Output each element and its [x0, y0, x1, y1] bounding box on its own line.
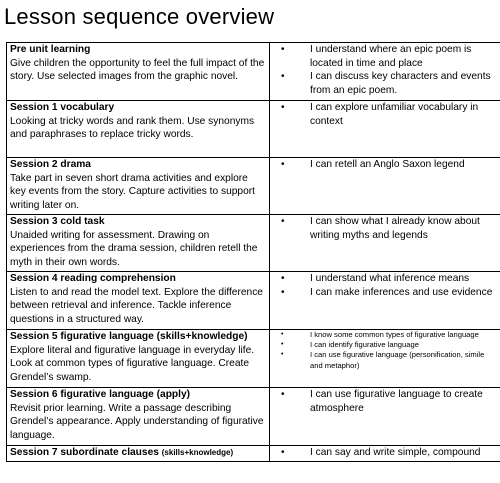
session-title: Session 4 reading comprehension: [10, 273, 176, 284]
session-description: Take part in seven short drama activities and explore key events from the story. Capture activities to support writing later on.: [10, 172, 255, 211]
bullet-icon: •: [281, 351, 284, 359]
outcome-text: I know some common types of figurative language: [310, 330, 479, 339]
bullet-icon: •: [281, 44, 285, 55]
session-title: Session 2 drama: [10, 159, 91, 170]
outcomes-cell: [270, 272, 500, 330]
outcomes-list: [273, 330, 499, 371]
session-description: Looking at tricky words and rank them. Use synonyms and paraphrases to replace tricky words.: [10, 115, 255, 140]
outcomes-cell: [270, 43, 500, 101]
session-title: Session 5 figurative language (skills+knowledge): [10, 331, 248, 342]
session-title-note: (skills+knowledge): [161, 448, 234, 457]
lesson-table: [6, 42, 500, 462]
outcomes-cell: [270, 158, 500, 215]
outcomes-list: [273, 43, 499, 97]
table-row: [7, 330, 500, 388]
outcomes-list: [273, 388, 499, 415]
bullet-icon: •: [281, 273, 285, 284]
list-item: [273, 350, 499, 370]
list-item: [273, 330, 499, 340]
outcome-text: I can use figurative language to create atmosphere: [310, 389, 483, 414]
outcome-text: I can retell an Anglo Saxon legend: [310, 159, 465, 170]
bullet-icon: •: [281, 341, 284, 349]
outcome-text: I can explore unfamiliar vocabulary in context: [310, 102, 479, 127]
session-title: Session 3 cold task: [10, 216, 105, 227]
outcome-text: I can say and write simple, compound: [310, 447, 481, 458]
bullet-icon: •: [281, 331, 284, 338]
outcome-text: I can show what I already know about writing myths and legends: [310, 216, 480, 241]
outcome-text: I can use figurative language (personification, simile and metaphor): [310, 350, 485, 370]
table-row: [7, 215, 500, 272]
session-description: Unaided writing for assessment. Drawing on experiences from the drama session, children retell the myth in their own words.: [10, 229, 258, 268]
outcomes-cell: [270, 215, 500, 272]
session-description: Listen to and read the model text. Explore the difference between retrieval and inference. Tackle inference questions in a structured way.: [10, 286, 263, 325]
list-item: [273, 446, 499, 460]
list-item: [273, 388, 499, 415]
table-row: [7, 272, 500, 330]
outcomes-cell: [270, 101, 500, 158]
bullet-icon: •: [281, 447, 285, 458]
bullet-icon: •: [281, 216, 285, 227]
outcomes-list: [273, 272, 499, 299]
outcome-text: I understand what inference means: [310, 273, 470, 284]
session-cell: [7, 215, 270, 272]
session-cell: [7, 158, 270, 215]
bullet-icon: •: [281, 71, 285, 82]
session-title: Pre unit learning: [10, 44, 91, 55]
session-title: Session 1 vocabulary: [10, 102, 115, 113]
outcome-text: I can make inferences and use evidence: [310, 286, 493, 298]
session-cell: [7, 43, 270, 101]
outcomes-cell: [270, 446, 500, 462]
outcomes-list: [273, 215, 499, 242]
outcomes-list: [273, 446, 499, 460]
session-title-text: Session 7 subordinate clauses: [10, 447, 159, 458]
bullet-icon: •: [281, 286, 285, 298]
list-item: [273, 158, 499, 172]
session-cell: [7, 101, 270, 158]
session-cell: [7, 446, 270, 462]
outcomes-list: [273, 101, 499, 128]
list-item: [273, 340, 499, 350]
table-row: [7, 158, 500, 215]
outcome-text: I can discuss key characters and events from an epic poem.: [310, 71, 491, 96]
page-title: Lesson sequence overview: [4, 4, 275, 29]
outcomes-cell: [270, 330, 500, 388]
session-description: Explore literal and figurative language in everyday life. Look at common types of figurative language. Create Grendel’s swamp.: [10, 344, 255, 383]
list-item: [273, 101, 499, 128]
bullet-icon: •: [281, 102, 285, 113]
table-row: [7, 43, 500, 101]
session-description: Give children the opportunity to feel the full impact of the story. Use selected images from the graphic novel.: [10, 57, 265, 82]
table-row: [7, 446, 500, 462]
table-row: [7, 388, 500, 446]
session-cell: [7, 272, 270, 330]
session-description: Revisit prior learning. Write a passage describing Grendel’s appearance. Apply understanding of figurative language.: [10, 402, 264, 441]
table-row: [7, 101, 500, 158]
outcomes-list: [273, 158, 499, 172]
bullet-icon: •: [281, 389, 285, 400]
outcome-text: I understand where an epic poem is located in time and place: [310, 44, 472, 69]
list-item: [273, 286, 499, 300]
list-item: [273, 70, 499, 97]
list-item: [273, 272, 499, 286]
outcome-text: I can identify figurative language: [310, 340, 419, 350]
outcomes-cell: [270, 388, 500, 446]
list-item: [273, 215, 499, 242]
bullet-icon: •: [281, 159, 285, 170]
session-cell: [7, 330, 270, 388]
session-title: Session 6 figurative language (apply): [10, 389, 191, 400]
session-title: [10, 446, 266, 460]
list-item: [273, 43, 499, 70]
session-cell: [7, 388, 270, 446]
